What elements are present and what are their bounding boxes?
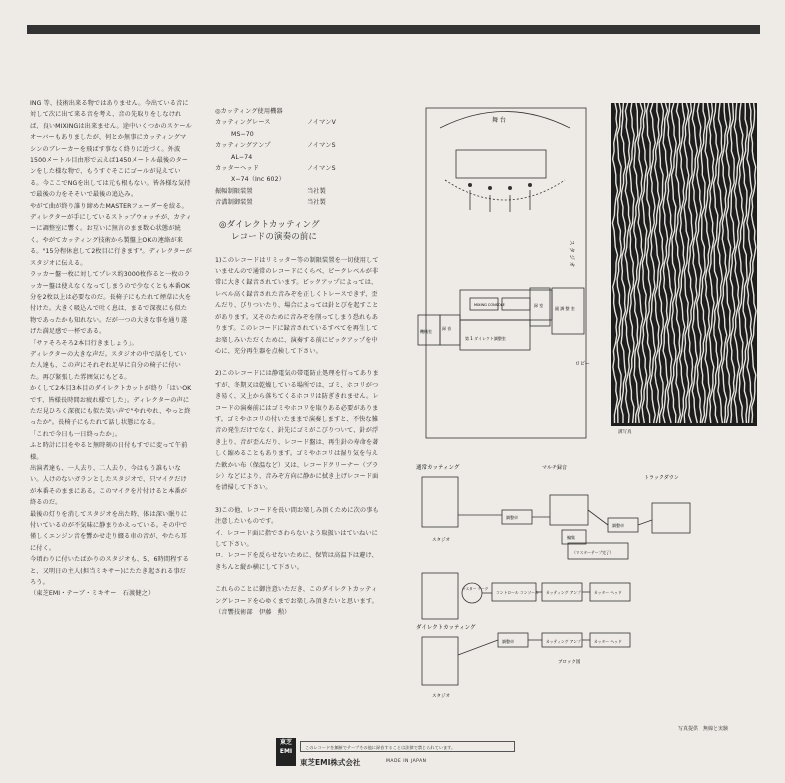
side-room-1: 録 室	[534, 303, 544, 308]
essay-paragraph: ディレクターの大きな声だ。スタジオの中で話をしていた人達も、この声にそれぞれ足早に自分の椅子に付いた。再び緊張した雰囲気にもどる。	[30, 350, 187, 381]
cutting-amp-label-2: カッティング アンプ	[546, 639, 581, 644]
normal-cutting-title: 通常カッティング	[416, 465, 460, 471]
equipment-value: 当社製	[307, 187, 326, 195]
essay-paragraph: ING 等、技術出来る物ではありません。今出ている音に対して次に出て来る音を考え、音の先取りをしなければ、良いMIXINGは出来ません。途中いくつかのスケールオーバーもありましたが、何とか無事にカッティングマシンのブレーカーを飛ばす事なく終りに近づく。外波1500メートル目由形で云えば1450メートル最後のターンをした様な物で、もうすぐそこにゴールが見えている。今ここでNGを出しては元も根もない。皆各様な気持で最後の力をそそいで最後の追込み。	[30, 100, 192, 199]
equipment-value: MS−70	[231, 130, 254, 138]
equipment-item: カッターヘッド	[215, 165, 259, 173]
equipment-item: 振幅制限装置	[215, 187, 253, 195]
mixer-label-2: 調整卓	[612, 523, 624, 528]
machine-room-label: 機械室	[420, 329, 432, 334]
essay-column	[30, 98, 192, 600]
equipment-row	[215, 174, 383, 185]
equipment-item: カッティングレース	[215, 119, 271, 127]
master-tape-done: （マスターテープ完了）	[572, 550, 614, 555]
mixing-console-label: MIXING CONSOLE	[474, 303, 505, 307]
essay-paragraph: やがて曲が終り誰り締めたMASTERフェーダーを絞る。ディレクターが手にしているストップウォッチが、カティーに調整室に響く。お互いに無言のまま数心状態が続く。やがてカッティング技術から製盤上OKの連絡が来る。"15分程休息して2枚目に行きます"。ディレクターがスタジオに伝える。	[30, 202, 192, 267]
heading-line1: ◎ダイレクトカッティング	[219, 219, 320, 230]
equipment-value: ノイマンS	[307, 165, 336, 173]
essay-paragraph: 「これで今日も一日終ったか」。	[30, 430, 122, 438]
master-tape-label: マスター テープ	[462, 587, 489, 591]
direct-cutting-title: ダイレクトカッティング	[416, 625, 476, 631]
note-paragraph: これらのことに御注意いただき、このダイレクトカッティングレコードを心ゆくまでお楽しみ頂きたいと思います。（音響技術部 伊藤 勲）	[215, 586, 378, 617]
trackdown-label: トラックダウン	[644, 475, 679, 481]
essay-paragraph: 出演者達も、一人去り、二人去り、今はもう誰もいない。人けのないガランとしたスタジオで、只マイクだけが本番そのままにある。このマイクを片付けると本番が終るのだ。	[30, 465, 187, 507]
block-diagram	[412, 455, 712, 724]
made-in-japan: MADE IN JAPAN	[386, 759, 427, 764]
equipment-row	[215, 152, 383, 163]
equipment-value: ノイマンS	[307, 142, 336, 150]
stage-label: 舞 台	[492, 117, 506, 124]
mixer-label-1: 調整卓	[506, 515, 518, 520]
equipment-value: 当社製	[307, 199, 326, 207]
control-console-label: コントロール コンソール	[496, 590, 539, 595]
essay-paragraph: （東芝EMI・テーブ・ミキサー 石渡健之）	[30, 590, 155, 598]
equipment-list	[215, 117, 383, 208]
note-paragraph: ロ．レコードを反らせないために、保管は高温下は避け、きちんと縦か横にして下さい。	[215, 552, 378, 571]
equipment-row	[215, 117, 383, 128]
toshiba-emi-logo: 東芝 EMI	[276, 738, 296, 766]
equipment-value: X−74（Inc 602）	[231, 176, 285, 184]
copyright-notice: このレコードを無断でテープその他に録音することは法律で禁じられています。	[300, 741, 515, 752]
edit-label: 編集	[567, 535, 575, 540]
lobby-label: ロビー	[575, 361, 590, 367]
equipment-value: ノイマンV	[307, 119, 336, 127]
direct-cutting-heading	[219, 219, 383, 243]
cutter-head-label-2: カッター ヘッド	[594, 639, 622, 644]
essay-paragraph: 「サァそろそろ2本目行きましょう」。	[30, 339, 138, 347]
note-paragraph: 3)この他、レコードを長い間お楽しみ頂くために次の事も注意したいものです。	[215, 506, 379, 526]
notes-paragraphs	[215, 255, 383, 619]
studio-label-2: スタジオ	[432, 694, 450, 699]
equipment-item: カッティングアンプ	[215, 142, 271, 150]
studio-label-1: スタジオ	[432, 538, 450, 543]
equipment-row	[215, 140, 383, 151]
studio-floorplan	[410, 100, 600, 454]
essay-paragraph: かくして2本目3本目のダイレクトカットが終り「はいOKです、皆様長時間お疲れ様でした」。ディレクターの声にただ見ひろく深夜にも似た笑い声で"やれやれ、やっと終ったか"。長椅子にもたれて話し状態になる。	[30, 385, 192, 427]
equipment-row	[215, 163, 383, 174]
notes-column	[215, 106, 383, 618]
photo-caption: 溝写真	[618, 430, 632, 435]
mixer-label-3: 調整卓	[502, 639, 514, 644]
side-room-2: 副 調 整 室	[555, 306, 575, 311]
note-paragraph: イ．レコード面に指でさわらないよう取扱いはていねいにして下さい。	[215, 529, 378, 548]
equipment-item: 音溝制御装置	[215, 199, 253, 207]
control-room-label: 第 1 ダイレクト調整室	[465, 336, 506, 341]
cutting-amp-label-1: カッティング アンプ	[546, 590, 581, 595]
groove-photo	[611, 103, 757, 430]
essay-paragraph: ふと時計に目をやると無時刻の日付もすでに変って午前様。	[30, 442, 188, 461]
essay-paragraph: 最後の灯りを消してスタジオを出た時、体は深い眠りに付いているのが不気味に静まりかえっている。その中で僅しくエンジン音を響かせ走り綴る車の音が、やたら耳に付く。	[30, 510, 188, 552]
equipment-row	[215, 129, 383, 140]
equipment-row	[215, 197, 383, 208]
top-bar	[27, 25, 760, 34]
equipment-value: AL−74	[231, 153, 253, 161]
essay-paragraph: ラッカー盤一枚に対してプレス約3000枚作ると一枚のラッカー盤は使えなくなってしまうので少なくとも本番OK分を2枚以上は必要なのだ。長椅子にもたれて煙草に火を付けた。大きく吸込んで吐く息は、まるで深夜にも似た物であったかも知れない。だが一つの大きな事を通り遂げた満足感で一杯である。	[30, 271, 192, 336]
record-room-label: 録 音	[442, 326, 452, 331]
equipment-title: ◎カッティング使用機器	[215, 108, 283, 115]
photo-credit: 写真提供 無線と実験	[678, 726, 729, 732]
studio-label: ス タ ジ オ	[568, 240, 574, 268]
equipment-row	[215, 186, 383, 197]
cutter-head-label-1: カッター ヘッド	[594, 590, 622, 595]
block-diagram-label: ブロック図	[558, 660, 581, 665]
company-name: 東芝EMI株式会社	[300, 758, 361, 767]
note-paragraph: 1)このレコードはリミッター等の制限装置を一切使用していませんので通常のレコードにくらべ、ピークレベルが非常に大きく録音されています。ピックアップによっては、レベル高く録音された音みぞを正しくトレースできず、歪んだり、びりついたり、場合によっては針とびを起すことがあります。又そのために音みぞを削ってしまう恐れもあります。このレコードに録音されているすべてを再生してお楽しみいただくために、演奏する前にピックアップを中心に、充分再生器を点検して下さい。	[215, 256, 379, 355]
multi-recording-label: マルチ録音	[542, 465, 568, 471]
note-paragraph: 2)このレコードには静電気の帯電防止処理を行ってありますが、冬期又は乾燥している場所では、ゴミ、ホコリがつき易く、又上から落ちてくるホコリは防ぎきれません。レコードの演奏前にはゴミやホコリを取りある必要があります。ゴミやホコリの付いたままで演奏しますと、不快な雑音の発生だけでなく、針先にゴミがこびりついて、針が浮き上り、音が歪んだり、レコード盤は、再生針の寿命を著しく縮めることもあります。ゴミやホコリは湿り気を与えた軟かい布（保温など）又は、レコードクリーナー（ブラシ）などにより、音みぞ方向に静かに拭き上げレコード面を清掃して下さい。	[215, 370, 379, 492]
heading-line2: レコードの演奏の前に	[231, 231, 318, 242]
essay-paragraph: 今頃わりに付いたばかりのスタジオも、5、6時間程すると、又明日の主人(担当ミキサー)にたたき起される事だろう。	[30, 556, 189, 587]
